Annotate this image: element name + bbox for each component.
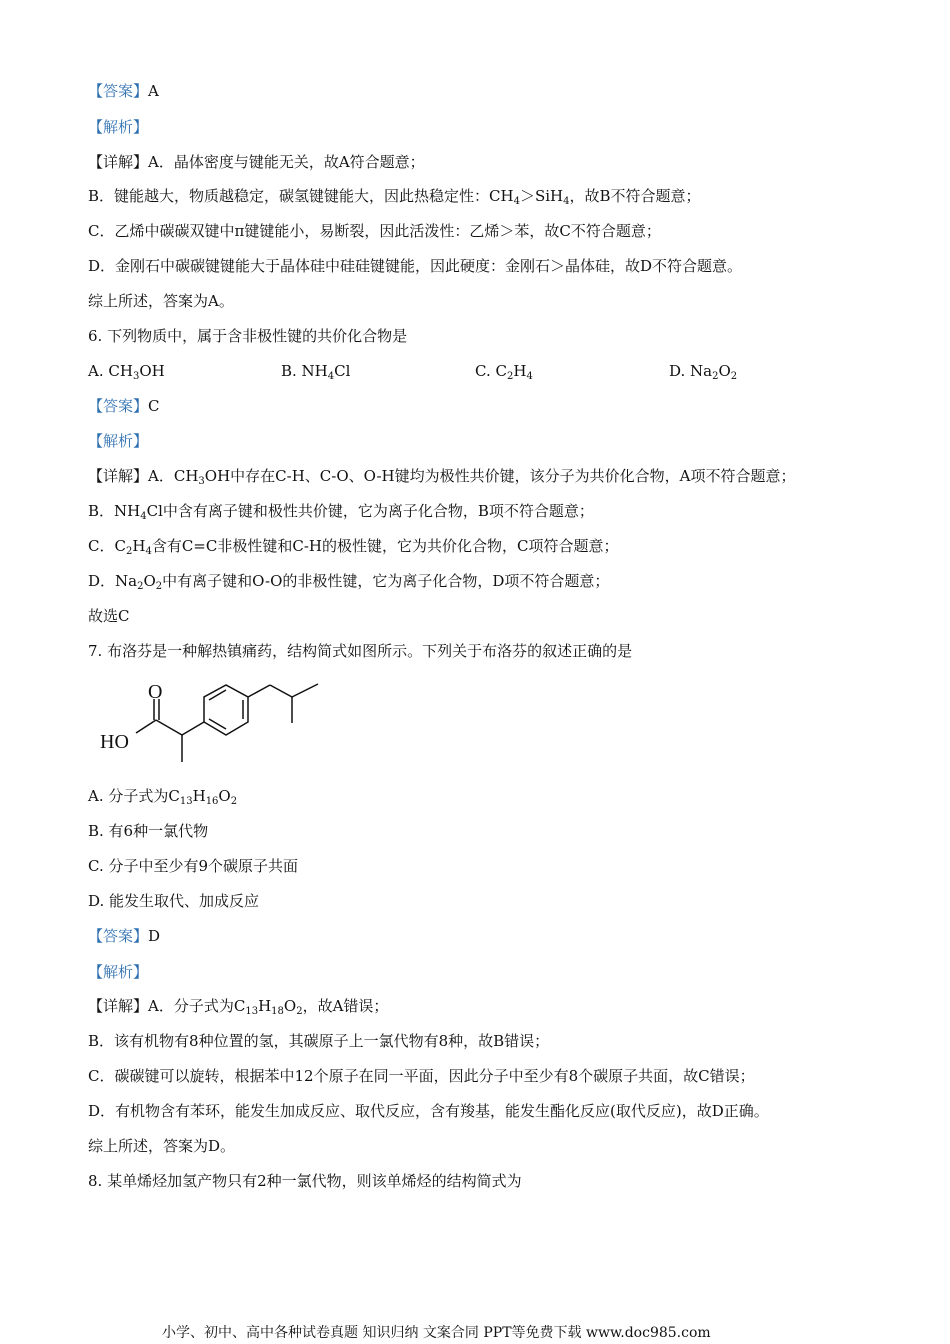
detail-line-a [88,152,425,172]
detail-text: ＞SiH [519,187,564,205]
summary-line: 故选C [88,607,130,625]
detail-text: Cl中含有离子键和极性共价键，它为离子化合物，B项不符合题意； [146,502,594,520]
q6-option-d [669,361,737,381]
question-7-stem: 7. 布洛芬是一种解热镇痛药，结构简式如图所示。下列关于布洛芬的叙述正确的是 [88,642,633,660]
answer-tag: 【答案】 [88,927,149,945]
subscript: 4 [526,371,533,382]
option-text: D. Na [669,362,713,380]
option-text: C. C [475,362,507,380]
detail-line-b [88,186,701,206]
subscript: 2 [730,371,738,382]
q6-option-a [88,361,165,381]
benzene-ring [204,685,248,735]
detail-line-d: D．有机物含有苯环，能发生加成反应、取代反应，含有羧基，能发生酯化反应(取代反应)，故D正确。 [88,1102,769,1120]
detail-text: ，故B不符合题意； [569,187,701,205]
detail-line-c: C．碳碳键可以旋转，根据苯中12个原子在同一平面，因此分子中至少有8个碳原子共面，故C错误； [88,1067,755,1085]
detail-line-b: B．该有机物有8种位置的氢，其碳原子上一氯代物有8种，故B错误； [88,1032,550,1050]
subscript: 13 [179,796,193,807]
subscript: 2 [155,581,163,592]
answer-tag: 【答案】 [88,397,149,415]
detail-text: 含有C=C非极性键和C-H的极性键，它为共价化合物，C项符合题意； [151,537,619,555]
answer-line [88,396,160,416]
detail-text: B．NH [88,502,141,520]
detail-line-a [88,466,795,486]
subscript: 2 [137,581,144,592]
structure-label-o: O [148,681,163,703]
detail-text: A．晶体密度与键能无关，故A符合题意； [148,153,425,171]
subscript: 13 [245,1006,259,1017]
bond-ch2-ch [270,685,292,697]
subscript: 2 [296,1006,303,1017]
summary-line: 综上所述，答案为A。 [88,292,234,310]
summary-line: 综上所述，答案为D。 [88,1137,236,1155]
option-text: O [218,787,231,805]
detail-line-c: C．乙烯中碳碳双键中π键键能小，易断裂，因此活泼性：乙烯＞苯，故C不符合题意； [88,222,661,240]
detail-line-a [88,996,388,1016]
structure-bonds [136,684,318,762]
detail-text: C．C [88,537,126,555]
detail-text: O [283,997,297,1015]
detail-tag: 【详解】 [88,467,149,485]
option-text: OH [139,362,165,380]
bond-ring-ch2 [248,685,270,697]
subscript: 4 [563,196,570,207]
subscript: 2 [506,371,514,382]
detail-text: B．键能越大，物质越稳定，碳氢键键能大，因此热稳定性：CH [88,187,514,205]
detail-tag: 【详解】 [88,997,149,1015]
bond-ch-ring [182,722,204,735]
subscript: 2 [125,546,133,557]
detail-tag: 【详解】 [88,153,149,171]
detail-text: O [143,572,156,590]
analysis-tag: 【解析】 [88,118,149,136]
bond-c-ch [156,720,182,735]
detail-line-b [88,501,594,521]
option-text: H [513,362,527,380]
option-text: A. 分子式为C [88,787,180,805]
q6-option-c [475,361,533,381]
subscript: 3 [132,371,140,382]
q7-option-c: C. 分子中至少有9个碳原子共面 [88,857,299,875]
question-8-stem: 8. 某单烯烃加氢产物只有2种一氯代物，则该单烯烃的结构简式为 [88,1172,522,1190]
answer-value: A [148,82,159,100]
answer-value: D [148,927,161,945]
analysis-tag: 【解析】 [88,432,149,450]
ibuprofen-structure-diagram [96,680,336,770]
page-footer: 小学、初中、高中各种试卷真题 知识归纳 文案合同 PPT等免费下载 www.doc985.com [162,1325,711,1341]
option-text: O [718,362,731,380]
answer-line [88,926,160,946]
subscript: 4 [327,371,335,382]
ring-inner-bond-1 [209,690,226,700]
detail-text: H [258,997,272,1015]
detail-text: A．CH [148,467,199,485]
detail-text: ，故A错误； [302,997,389,1015]
q6-option-b [281,361,350,381]
q7-option-d: D. 能发生取代、加成反应 [88,892,260,910]
subscript: 2 [230,796,238,807]
detail-text: A．分子式为C [148,997,246,1015]
bond-oh-c [136,720,156,733]
subscript: 2 [712,371,719,382]
detail-text: H [132,537,146,555]
subscript: 16 [205,796,219,807]
q7-option-a [88,786,237,806]
detail-line-d [88,571,609,591]
answer-tag: 【答案】 [88,82,149,100]
ring-inner-bond-3 [209,719,226,729]
q7-option-b: B. 有6种一氯代物 [88,822,209,840]
analysis-tag: 【解析】 [88,963,149,981]
subscript: 4 [140,511,147,522]
detail-line-d: D．金刚石中碳碳键键能大于晶体硅中硅硅键键能，因此硬度：金刚石＞晶体硅，故D不符合题意。 [88,257,743,275]
question-6-stem: 6. 下列物质中，属于含非极性键的共价化合物是 [88,327,408,345]
bond-isobutyl-methyl-2 [292,684,318,697]
structure-label-ho: HO [100,731,129,753]
option-text: H [192,787,206,805]
subscript: 4 [145,546,152,557]
answer-value: C [148,397,160,415]
subscript: 18 [271,1006,284,1017]
answer-line [88,81,159,101]
option-text: B. NH [281,362,328,380]
detail-text: D．Na [88,572,138,590]
detail-text: 中有离子键和O-O的非极性键，它为离子化合物，D项不符合题意； [162,572,610,590]
option-text: A. CH [88,362,133,380]
subscript: 4 [513,196,520,207]
detail-line-c [88,536,618,556]
detail-text: OH中存在C-H、C-O、O-H键均为极性共价键，该分子为共价化合物，A项不符合题意； [204,467,796,485]
subscript: 3 [198,476,205,487]
option-text: Cl [334,362,351,380]
